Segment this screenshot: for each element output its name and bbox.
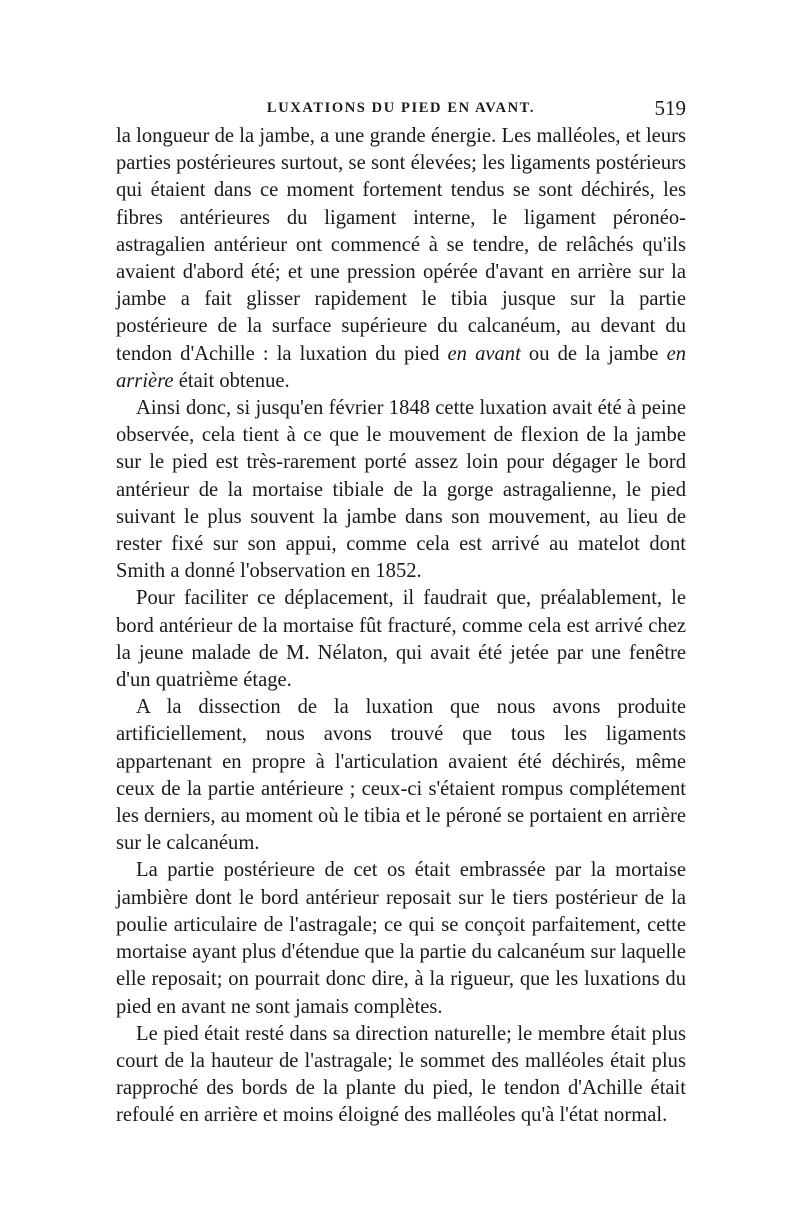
paragraph bbox=[116, 395, 686, 585]
text-segment: Ainsi donc, si jusqu'en février 1848 cette luxation avait été à peine observée, cela tient à ce que le mouvement de flexion de la jambe sur le pied est très-rarement porté assez loin pour dégager le bord antérieur de la mortaise tibiale de la gorge astragalienne, le pied suivant le plus souvent la jambe dans son mouvement, au lieu de rester fixé sur son appui, comme cela est arrivé au matelot dont Smith a donné l'observation en 1852. bbox=[116, 397, 686, 583]
text-segment: était obtenue. bbox=[173, 369, 290, 392]
paragraph bbox=[116, 123, 686, 395]
text-segment: Pour faciliter ce déplacement, il faudrait que, préalablement, le bord antérieur de la mortaise fût fracturé, comme cela est arrivé chez la jeune malade de M. Nélaton, qui avait été jetée par une fenêtre d'un quatrième étage. bbox=[116, 587, 686, 692]
text-segment: ou de la jambe bbox=[520, 342, 667, 365]
paragraph bbox=[116, 857, 686, 1020]
page-number: 519 bbox=[654, 96, 686, 120]
text-segment: La partie postérieure de cet os était embrassée par la mortaise jambière dont le bord antérieur reposait sur le tiers postérieur de la poulie articulaire de l'astragale; ce qui se conçoit parfaitement, cette mortaise ayant plus d'étendue que la partie du calcanéum sur laquelle elle reposait; on pourrait donc dire, à la rigueur, que les luxations du pied en avant ne sont jamais complètes. bbox=[116, 859, 686, 1018]
text-segment: la longueur de la jambe, a une grande énergie. Les malléoles, et leurs parties postérieures surtout, se sont élevées; les ligaments postérieurs qui étaient dans ce moment fortement tendus se sont déchirés, les fibres antérieures du ligament interne, le ligament péronéo-astragalien antérieur ont commencé à se tendre, de relâchés qu'ils avaient d'abord été; et une pression opérée d'avant en arrière sur la jambe a fait glisser rapidement le tibia jusque sur la partie postérieure de la surface supérieure du calcanéum, au devant du tendon d'Achille : la luxation du pied bbox=[116, 125, 686, 365]
text-segment: Le pied était resté dans sa direction naturelle; le membre était plus court de la hauteur de l'astragale; le sommet des malléoles était plus rapproché des bords de la plante du pied, le tendon d'Achille était refoulé en arrière et moins éloigné des malléoles qu'à l'état normal. bbox=[116, 1022, 686, 1127]
paragraph bbox=[116, 1021, 686, 1130]
text-segment: A la dissection de la luxation que nous avons produite artificiellement, nous avons trouvé que tous les ligaments appartenant en propre à l'articulation avaient été déchirés, même ceux de la partie antérieure ; ceux-ci s'étaient rompus complétement les derniers, au moment où le tibia et le péroné se portaient en arrière sur le calcanéum. bbox=[116, 696, 686, 855]
running-header bbox=[116, 96, 686, 120]
paragraph bbox=[116, 694, 686, 857]
paragraph bbox=[116, 585, 686, 694]
italic-text: en arrière bbox=[116, 342, 686, 392]
body-text bbox=[116, 123, 686, 1130]
italic-text: en avant bbox=[447, 342, 521, 365]
running-title: LUXATIONS DU PIED EN AVANT. bbox=[266, 100, 536, 116]
